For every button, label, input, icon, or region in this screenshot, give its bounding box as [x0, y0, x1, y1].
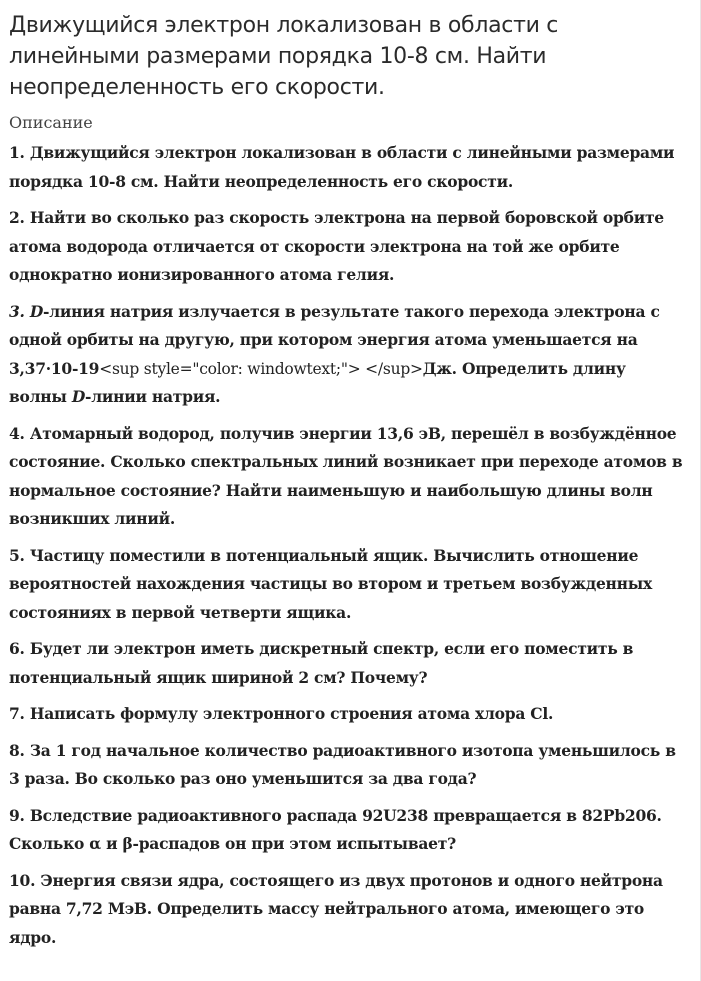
task-3-text-part3: -линии натрия. — [85, 387, 221, 406]
page-title: Движущийся электрон локализован в области с линейными размерами порядка 10-8 см. Найти неопределенность его скорости. — [9, 13, 559, 100]
task-item-2: 2. Найти во сколько раз скорость электрона на первой боровской орбите атома водорода отличается от скорости электрона на той же орбите однократно ионизированного атома гелия. — [9, 208, 664, 284]
task-3-number: 3. — [9, 301, 25, 321]
task-item-3 — [9, 298, 686, 412]
task-item-7: 7. Написать формулу электронного строения атома хлора Cl. — [9, 704, 554, 723]
task-item-6: 6. Будет ли электрон иметь дискретный спектр, если его поместить в потенциальный ящик шириной 2 см? Почему? — [9, 639, 634, 687]
task-3-text-part2: Дж. Определить длину волны — [9, 358, 626, 406]
task-3-text-part1: -линия натрия излучается в результате такого перехода электрона с одной орбиты на другую, при котором энергия атома уменьшается на 3,37·10-19 — [9, 301, 660, 378]
task-list — [9, 139, 686, 952]
task-item-10: 10. Энергия связи ядра, состоящего из двух протонов и одного нейтрона равна 7,72 МэВ. Определить массу нейтрального атома, имеющего это ядро. — [9, 870, 663, 947]
task-3-letter: D — [29, 301, 44, 321]
task-item-9: 9. Вследствие радиоактивного распада 92U238 превращается в 82Pb206. Сколько α и β-распадов он при этом испытывает? — [9, 805, 662, 853]
task-item-8: 8. За 1 год начальное количество радиоактивного изотопа уменьшилось в 3 раза. Во сколько раз оно уменьшится за два года? — [9, 740, 676, 788]
task-3-raw-markup: <sup style="color: windowtext;"> </sup> — [99, 359, 423, 378]
task-3-letter-2: D — [71, 387, 86, 406]
task-item-1: 1. Движущийся электрон локализован в области с линейными размерами порядка 10-8 см. Найти неопределенность его скорости. — [9, 143, 675, 191]
description-label: Описание — [9, 113, 93, 132]
task-item-4: 4. Атомарный водород, получив энергии 13,6 эВ, перешёл в возбуждённое состояние. Сколько спектральных линий возникает при переходе атомов в нормальное состояние? Найти наименьшую и наибольшую длины волн возникших линий. — [9, 423, 683, 528]
task-item-5: 5. Частицу поместили в потенциальный ящик. Вычислить отношение вероятностей нахождения частицы во втором и третьем возбужденных состояниях в первой четверти ящика. — [9, 545, 653, 622]
